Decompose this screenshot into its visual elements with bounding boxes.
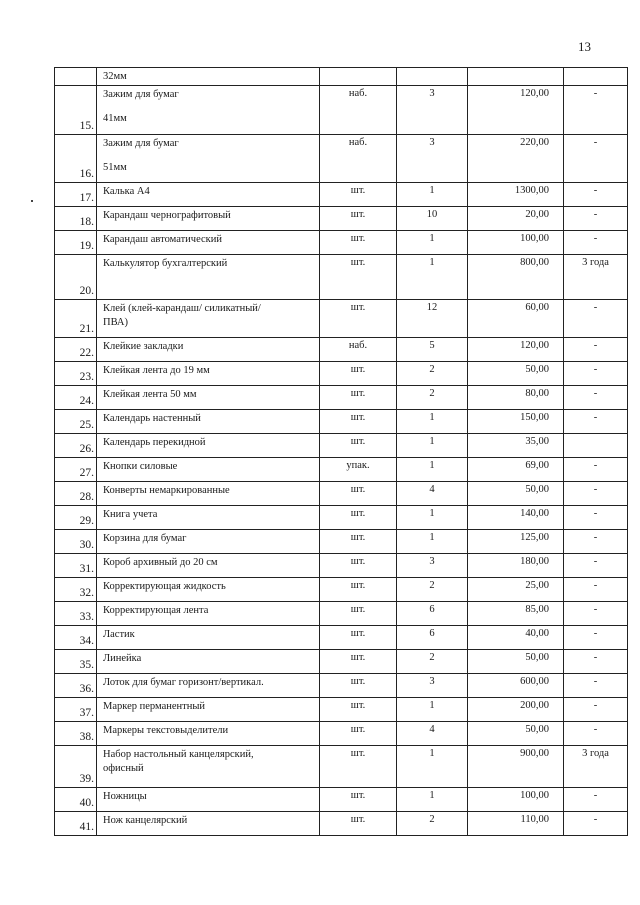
price-cell: 80,00 [468, 386, 564, 410]
price-cell: 800,00 [468, 255, 564, 300]
warranty-cell: - [564, 300, 628, 338]
item-name-cell [97, 362, 320, 386]
row-number-cell [55, 434, 97, 458]
row-number-cell [55, 338, 97, 362]
table-row [55, 362, 628, 386]
table-row [55, 722, 628, 746]
row-number: 25. [79, 419, 94, 431]
unit-cell: наб. [320, 338, 397, 362]
item-name-cell [97, 338, 320, 362]
row-number: 19. [79, 240, 94, 252]
price-cell: 50,00 [468, 722, 564, 746]
quantity-cell: 2 [397, 386, 468, 410]
item-name-cell [97, 135, 320, 183]
item-name: Клейкие закладки [103, 341, 184, 352]
item-name-cell [97, 231, 320, 255]
table-row [55, 386, 628, 410]
price-cell: 85,00 [468, 602, 564, 626]
row-number: 24. [79, 395, 94, 407]
warranty-cell: - [564, 530, 628, 554]
item-name: ПВА) [103, 317, 129, 328]
table-row [55, 68, 628, 86]
price-cell: 35,00 [468, 434, 564, 458]
supply-table-body [55, 68, 628, 836]
table-row [55, 578, 628, 602]
item-name: Калькулятор бухгалтерский [103, 258, 228, 269]
scan-speck [31, 200, 33, 202]
price-cell: 100,00 [468, 231, 564, 255]
item-name-cell [97, 674, 320, 698]
warranty-cell: - [564, 674, 628, 698]
row-number-cell [55, 300, 97, 338]
item-name: Ножницы [103, 791, 147, 802]
row-number-cell [55, 183, 97, 207]
warranty-cell: 3 года [564, 746, 628, 788]
row-number-cell [55, 207, 97, 231]
item-name: Ластик [103, 629, 135, 640]
line-gap [103, 151, 319, 161]
row-number-cell [55, 530, 97, 554]
row-number-cell [55, 68, 97, 86]
unit-cell: шт. [320, 674, 397, 698]
row-number: 36. [79, 683, 94, 695]
quantity-cell: 3 [397, 86, 468, 135]
row-number: 20. [79, 285, 94, 297]
quantity-cell: 10 [397, 207, 468, 231]
item-name: Зажим для бумаг [103, 138, 179, 149]
row-number: 37. [79, 707, 94, 719]
row-number-cell [55, 554, 97, 578]
price-cell: 100,00 [468, 788, 564, 812]
quantity-cell: 1 [397, 506, 468, 530]
item-name: Календарь настенный [103, 413, 201, 424]
quantity-cell: 1 [397, 231, 468, 255]
price-cell: 220,00 [468, 135, 564, 183]
warranty-cell: - [564, 207, 628, 231]
unit-cell: шт. [320, 602, 397, 626]
item-name: Набор настольный канцелярский, [103, 749, 254, 760]
warranty-cell: - [564, 626, 628, 650]
row-number: 26. [79, 443, 94, 455]
quantity-cell: 1 [397, 698, 468, 722]
item-name-cell [97, 506, 320, 530]
price-cell: 125,00 [468, 530, 564, 554]
item-name: 41мм [103, 113, 127, 124]
quantity-cell: 1 [397, 410, 468, 434]
table-row [55, 255, 628, 300]
row-number-cell [55, 602, 97, 626]
item-name: Календарь перекидной [103, 437, 206, 448]
table-row [55, 338, 628, 362]
quantity-cell: 2 [397, 812, 468, 836]
row-number: 40. [79, 797, 94, 809]
row-number-cell [55, 746, 97, 788]
item-name: Маркер перманентный [103, 701, 206, 712]
item-name-cell [97, 812, 320, 836]
price-cell: 1300,00 [468, 183, 564, 207]
price-cell: 120,00 [468, 86, 564, 135]
item-name-cell [97, 86, 320, 135]
item-name-cell [97, 68, 320, 86]
unit-cell: шт. [320, 386, 397, 410]
row-number: 41. [79, 821, 94, 833]
row-number: 21. [79, 323, 94, 335]
row-number-cell [55, 135, 97, 183]
quantity-cell: 1 [397, 434, 468, 458]
table-row [55, 300, 628, 338]
price-cell: 900,00 [468, 746, 564, 788]
item-name: офисный [103, 763, 144, 774]
unit-cell: шт. [320, 183, 397, 207]
warranty-cell: - [564, 650, 628, 674]
item-name-cell [97, 255, 320, 300]
item-name: Конверты немаркированные [103, 485, 230, 496]
unit-cell: шт. [320, 255, 397, 300]
unit-cell: шт. [320, 506, 397, 530]
price-cell: 50,00 [468, 650, 564, 674]
price-cell: 200,00 [468, 698, 564, 722]
quantity-cell: 2 [397, 362, 468, 386]
item-name-cell [97, 530, 320, 554]
unit-cell: наб. [320, 135, 397, 183]
row-number: 17. [79, 192, 94, 204]
row-number-cell [55, 255, 97, 300]
price-cell: 50,00 [468, 362, 564, 386]
item-name-cell [97, 698, 320, 722]
item-name-cell [97, 578, 320, 602]
quantity-cell: 1 [397, 746, 468, 788]
unit-cell: шт. [320, 231, 397, 255]
price-cell: 150,00 [468, 410, 564, 434]
warranty-cell: - [564, 698, 628, 722]
row-number: 32. [79, 587, 94, 599]
price-cell: 600,00 [468, 674, 564, 698]
page-number: 13 [578, 39, 591, 54]
quantity-cell: 6 [397, 602, 468, 626]
row-number: 23. [79, 371, 94, 383]
item-name-cell [97, 626, 320, 650]
row-number: 16. [79, 168, 94, 180]
table-row [55, 530, 628, 554]
unit-cell: шт. [320, 410, 397, 434]
warranty-cell: - [564, 386, 628, 410]
warranty-cell: - [564, 231, 628, 255]
item-name: Лоток для бумаг горизонт/вертикал. [103, 677, 264, 688]
unit-cell: шт. [320, 554, 397, 578]
row-number-cell [55, 458, 97, 482]
table-row [55, 434, 628, 458]
item-name: Короб архивный до 20 см [103, 557, 218, 568]
row-number: 29. [79, 515, 94, 527]
item-name-cell [97, 386, 320, 410]
price-cell: 69,00 [468, 458, 564, 482]
row-number: 30. [79, 539, 94, 551]
unit-cell: шт. [320, 300, 397, 338]
unit-cell: упак. [320, 458, 397, 482]
item-name-cell [97, 300, 320, 338]
quantity-cell: 5 [397, 338, 468, 362]
item-name-cell [97, 434, 320, 458]
item-name: Клейкая лента до 19 мм [103, 365, 210, 376]
warranty-cell: - [564, 338, 628, 362]
table-row [55, 207, 628, 231]
quantity-cell: 4 [397, 722, 468, 746]
table-row [55, 458, 628, 482]
supply-table [54, 67, 628, 836]
row-number: 22. [79, 347, 94, 359]
row-number-cell [55, 626, 97, 650]
item-name: Карандаш чернографитовый [103, 210, 231, 221]
quantity-cell: 1 [397, 458, 468, 482]
unit-cell [320, 68, 397, 86]
table-row [55, 410, 628, 434]
quantity-cell: 6 [397, 626, 468, 650]
table-row [55, 482, 628, 506]
line-gap [103, 102, 319, 112]
row-number: 28. [79, 491, 94, 503]
row-number: 39. [79, 773, 94, 785]
unit-cell: шт. [320, 578, 397, 602]
item-name: Калька А4 [103, 186, 150, 197]
price-cell: 50,00 [468, 482, 564, 506]
item-name: Корректирующая жидкость [103, 581, 226, 592]
item-name-cell [97, 650, 320, 674]
warranty-cell: - [564, 410, 628, 434]
item-name-cell [97, 554, 320, 578]
item-name-cell [97, 207, 320, 231]
item-name: Линейка [103, 653, 142, 664]
quantity-cell: 3 [397, 135, 468, 183]
quantity-cell: 3 [397, 674, 468, 698]
item-name: Карандаш автоматический [103, 234, 222, 245]
row-number: 27. [79, 467, 94, 479]
item-name-cell [97, 746, 320, 788]
item-name: Маркеры текстовыделители [103, 725, 229, 736]
row-number-cell [55, 698, 97, 722]
quantity-cell: 3 [397, 554, 468, 578]
price-cell: 140,00 [468, 506, 564, 530]
item-name: Корректирующая лента [103, 605, 209, 616]
table-row [55, 674, 628, 698]
price-cell: 110,00 [468, 812, 564, 836]
warranty-cell: - [564, 482, 628, 506]
row-number: 35. [79, 659, 94, 671]
table-row [55, 86, 628, 135]
item-name-cell [97, 788, 320, 812]
quantity-cell [397, 68, 468, 86]
unit-cell: шт. [320, 788, 397, 812]
row-number: 18. [79, 216, 94, 228]
unit-cell: шт. [320, 434, 397, 458]
item-name-cell [97, 482, 320, 506]
table-row [55, 135, 628, 183]
unit-cell: наб. [320, 86, 397, 135]
unit-cell: шт. [320, 482, 397, 506]
unit-cell: шт. [320, 626, 397, 650]
row-number: 31. [79, 563, 94, 575]
table-row [55, 626, 628, 650]
row-number: 34. [79, 635, 94, 647]
quantity-cell: 1 [397, 788, 468, 812]
unit-cell: шт. [320, 362, 397, 386]
quantity-cell: 1 [397, 183, 468, 207]
item-name: Нож канцелярский [103, 815, 188, 826]
warranty-cell [564, 434, 628, 458]
row-number-cell [55, 231, 97, 255]
price-cell: 20,00 [468, 207, 564, 231]
item-name-cell [97, 410, 320, 434]
quantity-cell: 1 [397, 255, 468, 300]
row-number-cell [55, 650, 97, 674]
item-name: Клей (клей-карандаш/ силикатный/ [103, 303, 261, 314]
unit-cell: шт. [320, 746, 397, 788]
item-name: Зажим для бумаг [103, 89, 179, 100]
quantity-cell: 1 [397, 530, 468, 554]
item-name-cell [97, 183, 320, 207]
row-number-cell [55, 410, 97, 434]
row-number: 15. [79, 120, 94, 132]
row-number-cell [55, 386, 97, 410]
unit-cell: шт. [320, 650, 397, 674]
warranty-cell: - [564, 183, 628, 207]
table-row [55, 650, 628, 674]
row-number-cell [55, 788, 97, 812]
unit-cell: шт. [320, 530, 397, 554]
row-number: 38. [79, 731, 94, 743]
price-cell: 180,00 [468, 554, 564, 578]
row-number-cell [55, 722, 97, 746]
quantity-cell: 2 [397, 578, 468, 602]
row-number-cell [55, 362, 97, 386]
unit-cell: шт. [320, 812, 397, 836]
price-cell: 40,00 [468, 626, 564, 650]
item-name-cell [97, 602, 320, 626]
row-number-cell [55, 482, 97, 506]
warranty-cell [564, 68, 628, 86]
row-number-cell [55, 86, 97, 135]
warranty-cell: - [564, 812, 628, 836]
price-cell [468, 68, 564, 86]
quantity-cell: 12 [397, 300, 468, 338]
price-cell: 60,00 [468, 300, 564, 338]
warranty-cell: - [564, 602, 628, 626]
item-name-cell [97, 722, 320, 746]
warranty-cell: - [564, 86, 628, 135]
price-cell: 120,00 [468, 338, 564, 362]
warranty-cell: - [564, 578, 628, 602]
item-name-cell [97, 458, 320, 482]
row-number-cell [55, 506, 97, 530]
item-name: 51мм [103, 162, 127, 173]
quantity-cell: 2 [397, 650, 468, 674]
quantity-cell: 4 [397, 482, 468, 506]
unit-cell: шт. [320, 722, 397, 746]
warranty-cell: - [564, 722, 628, 746]
warranty-cell: - [564, 458, 628, 482]
warranty-cell: - [564, 362, 628, 386]
row-number-cell [55, 812, 97, 836]
item-name: 32мм [103, 71, 127, 82]
table-row [55, 602, 628, 626]
row-number [94, 80, 96, 82]
warranty-cell: 3 года [564, 255, 628, 300]
warranty-cell: - [564, 788, 628, 812]
table-row [55, 812, 628, 836]
item-name: Кнопки силовые [103, 461, 178, 472]
unit-cell: шт. [320, 207, 397, 231]
item-name: Корзина для бумаг [103, 533, 187, 544]
table-row [55, 183, 628, 207]
item-name: Клейкая лента 50 мм [103, 389, 197, 400]
table-row [55, 554, 628, 578]
row-number-cell [55, 674, 97, 698]
warranty-cell: - [564, 554, 628, 578]
table-row [55, 231, 628, 255]
warranty-cell: - [564, 135, 628, 183]
warranty-cell: - [564, 506, 628, 530]
row-number: 33. [79, 611, 94, 623]
price-cell: 25,00 [468, 578, 564, 602]
item-name: Книга учета [103, 509, 158, 520]
table-row [55, 788, 628, 812]
table-row [55, 506, 628, 530]
table-row [55, 746, 628, 788]
unit-cell: шт. [320, 698, 397, 722]
row-number-cell [55, 578, 97, 602]
table-row [55, 698, 628, 722]
